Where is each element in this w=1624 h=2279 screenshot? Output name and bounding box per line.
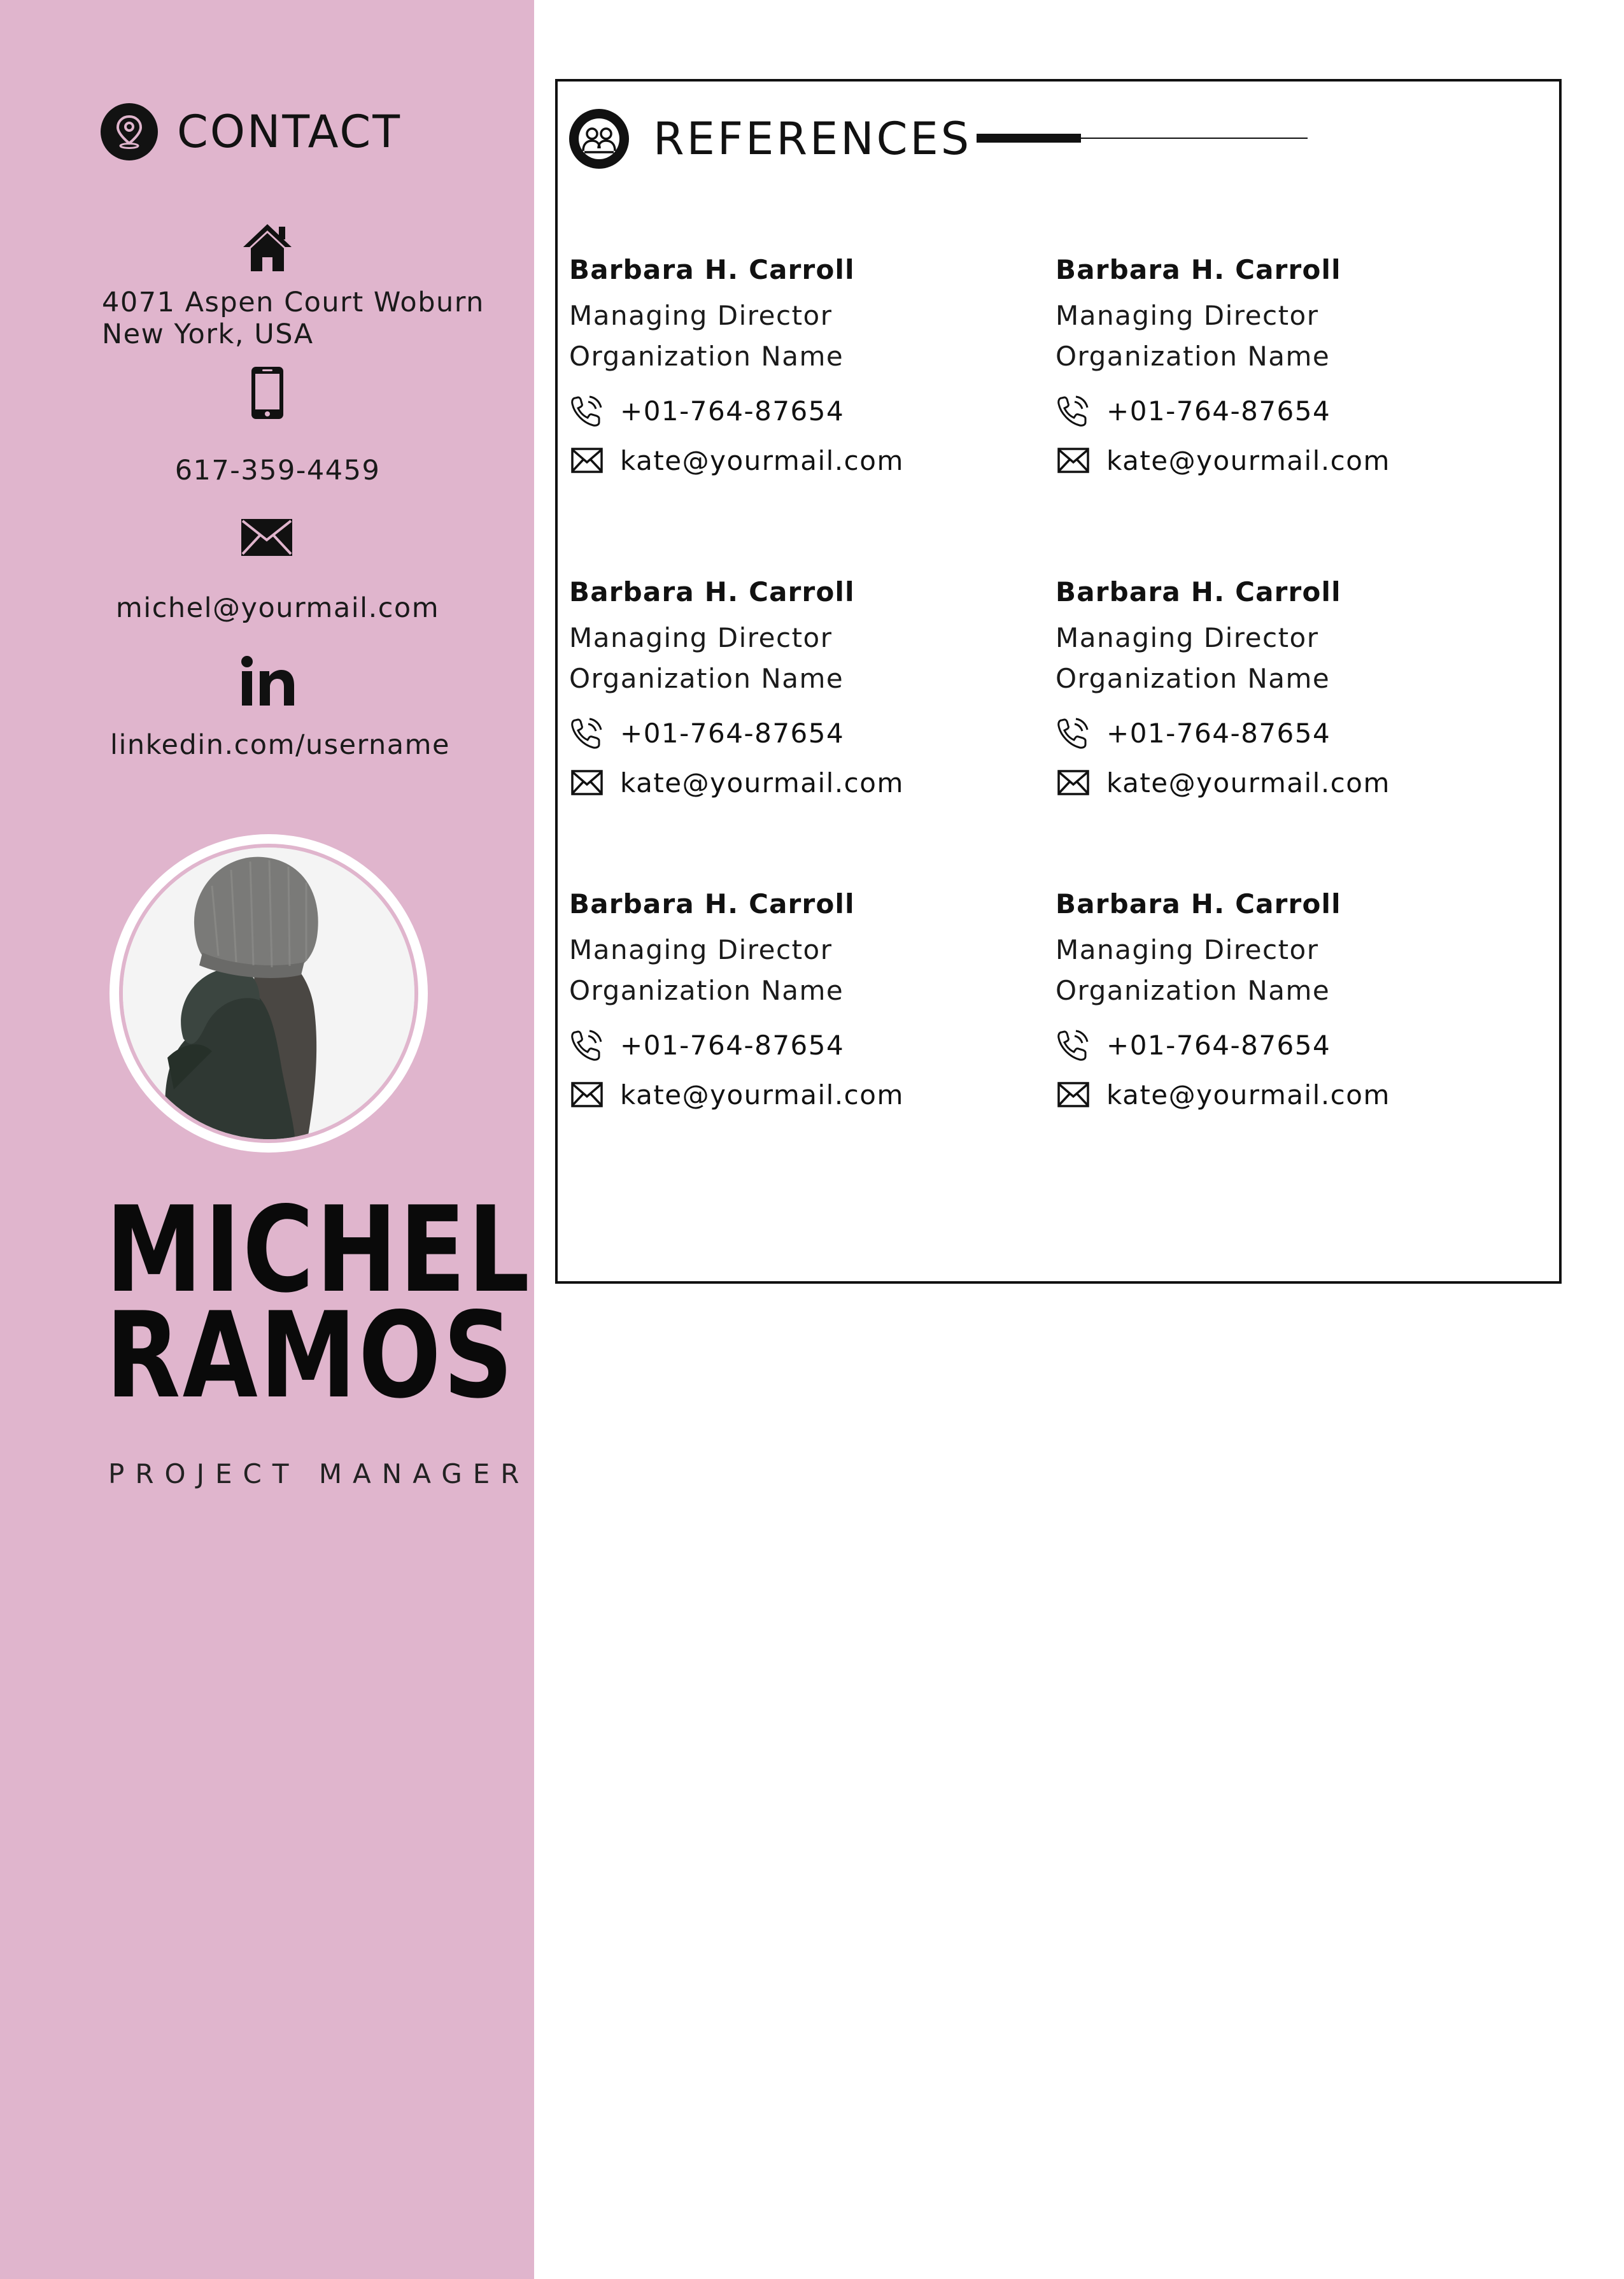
reference-phone-row — [569, 708, 1027, 758]
contact-heading — [101, 103, 402, 160]
heading-rule-accent — [977, 134, 1081, 143]
reference-card — [1056, 253, 1514, 485]
people-icon — [569, 109, 629, 169]
reference-phone[interactable]: +01-764-87654 — [620, 1029, 845, 1061]
phone-call-icon — [1056, 393, 1091, 429]
reference-card — [1056, 888, 1514, 1119]
reference-organization: Organization Name — [569, 663, 844, 694]
home-icon — [241, 222, 294, 274]
profile-photo — [119, 844, 418, 1143]
reference-card — [569, 253, 1027, 485]
reference-phone[interactable]: +01-764-87654 — [1106, 395, 1331, 427]
reference-email-row — [1056, 758, 1514, 807]
phone-number: 617-359-4459 — [174, 455, 381, 486]
mail-icon — [569, 443, 605, 478]
reference-position: Managing Director — [1056, 934, 1319, 965]
reference-name: Barbara H. Carroll — [1056, 888, 1341, 919]
full-name — [106, 1181, 532, 1424]
email-address: michel@yourmail.com — [115, 592, 440, 624]
reference-email-row — [569, 758, 1027, 807]
reference-position: Managing Director — [569, 622, 833, 653]
reference-phone[interactable]: +01-764-87654 — [1106, 717, 1331, 749]
reference-organization: Organization Name — [1056, 341, 1331, 372]
heading-rule — [1081, 138, 1308, 139]
mail-icon — [569, 765, 605, 800]
reference-position: Managing Director — [1056, 300, 1319, 331]
reference-phone[interactable]: +01-764-87654 — [620, 395, 845, 427]
phone-call-icon — [569, 715, 605, 751]
mail-icon — [1056, 443, 1091, 478]
reference-email[interactable]: kate@yourmail.com — [1106, 767, 1390, 799]
contact-title: CONTACT — [177, 106, 402, 158]
reference-phone-row — [1056, 1020, 1514, 1070]
mail-icon — [1056, 1077, 1091, 1112]
last-name: RAMOS — [106, 1286, 516, 1424]
phone-call-icon — [1056, 1027, 1091, 1063]
reference-card — [1056, 576, 1514, 807]
reference-name: Barbara H. Carroll — [1056, 254, 1341, 285]
phone-call-icon — [569, 393, 605, 429]
mail-icon — [569, 1077, 605, 1112]
address-line-2: New York, USA — [102, 318, 314, 350]
reference-phone-row — [1056, 708, 1514, 758]
first-name: MICHEL — [106, 1181, 532, 1319]
reference-position: Managing Director — [569, 300, 833, 331]
mail-icon — [1056, 765, 1091, 800]
reference-name: Barbara H. Carroll — [569, 576, 855, 607]
reference-name: Barbara H. Carroll — [569, 888, 855, 919]
phone-call-icon — [569, 1027, 605, 1063]
address — [102, 287, 484, 350]
reference-phone[interactable]: +01-764-87654 — [620, 717, 845, 749]
mobile-phone-icon — [250, 365, 285, 421]
reference-phone-row — [1056, 386, 1514, 436]
reference-email-row — [1056, 436, 1514, 485]
reference-email[interactable]: kate@yourmail.com — [620, 767, 904, 799]
reference-email[interactable]: kate@yourmail.com — [1106, 1079, 1390, 1111]
phone-call-icon — [1056, 715, 1091, 751]
envelope-icon — [241, 518, 293, 557]
job-title: PROJECT MANAGER — [108, 1458, 530, 1489]
reference-card — [569, 888, 1027, 1119]
reference-phone[interactable]: +01-764-87654 — [1106, 1029, 1331, 1061]
reference-position: Managing Director — [569, 934, 833, 965]
reference-phone-row — [569, 1020, 1027, 1070]
reference-organization: Organization Name — [569, 975, 844, 1006]
reference-position: Managing Director — [1056, 622, 1319, 653]
reference-name: Barbara H. Carroll — [569, 254, 855, 285]
linkedin-icon — [241, 656, 295, 707]
sidebar — [0, 0, 534, 2279]
reference-organization: Organization Name — [1056, 663, 1331, 694]
reference-email[interactable]: kate@yourmail.com — [620, 444, 904, 476]
reference-organization: Organization Name — [1056, 975, 1331, 1006]
reference-email-row — [1056, 1070, 1514, 1119]
reference-phone-row — [569, 386, 1027, 436]
reference-organization: Organization Name — [569, 341, 844, 372]
reference-email[interactable]: kate@yourmail.com — [1106, 444, 1390, 476]
reference-card — [569, 576, 1027, 807]
location-pin-icon — [101, 103, 158, 160]
reference-name: Barbara H. Carroll — [1056, 576, 1341, 607]
address-line-1: 4071 Aspen Court Woburn — [102, 287, 484, 318]
references-title: REFERENCES — [653, 113, 972, 165]
reference-email-row — [569, 436, 1027, 485]
reference-email[interactable]: kate@yourmail.com — [620, 1079, 904, 1111]
reference-email-row — [569, 1070, 1027, 1119]
references-heading — [569, 108, 971, 169]
profile-photo-frame — [109, 834, 428, 1153]
linkedin-url[interactable]: linkedin.com/username — [110, 729, 450, 761]
